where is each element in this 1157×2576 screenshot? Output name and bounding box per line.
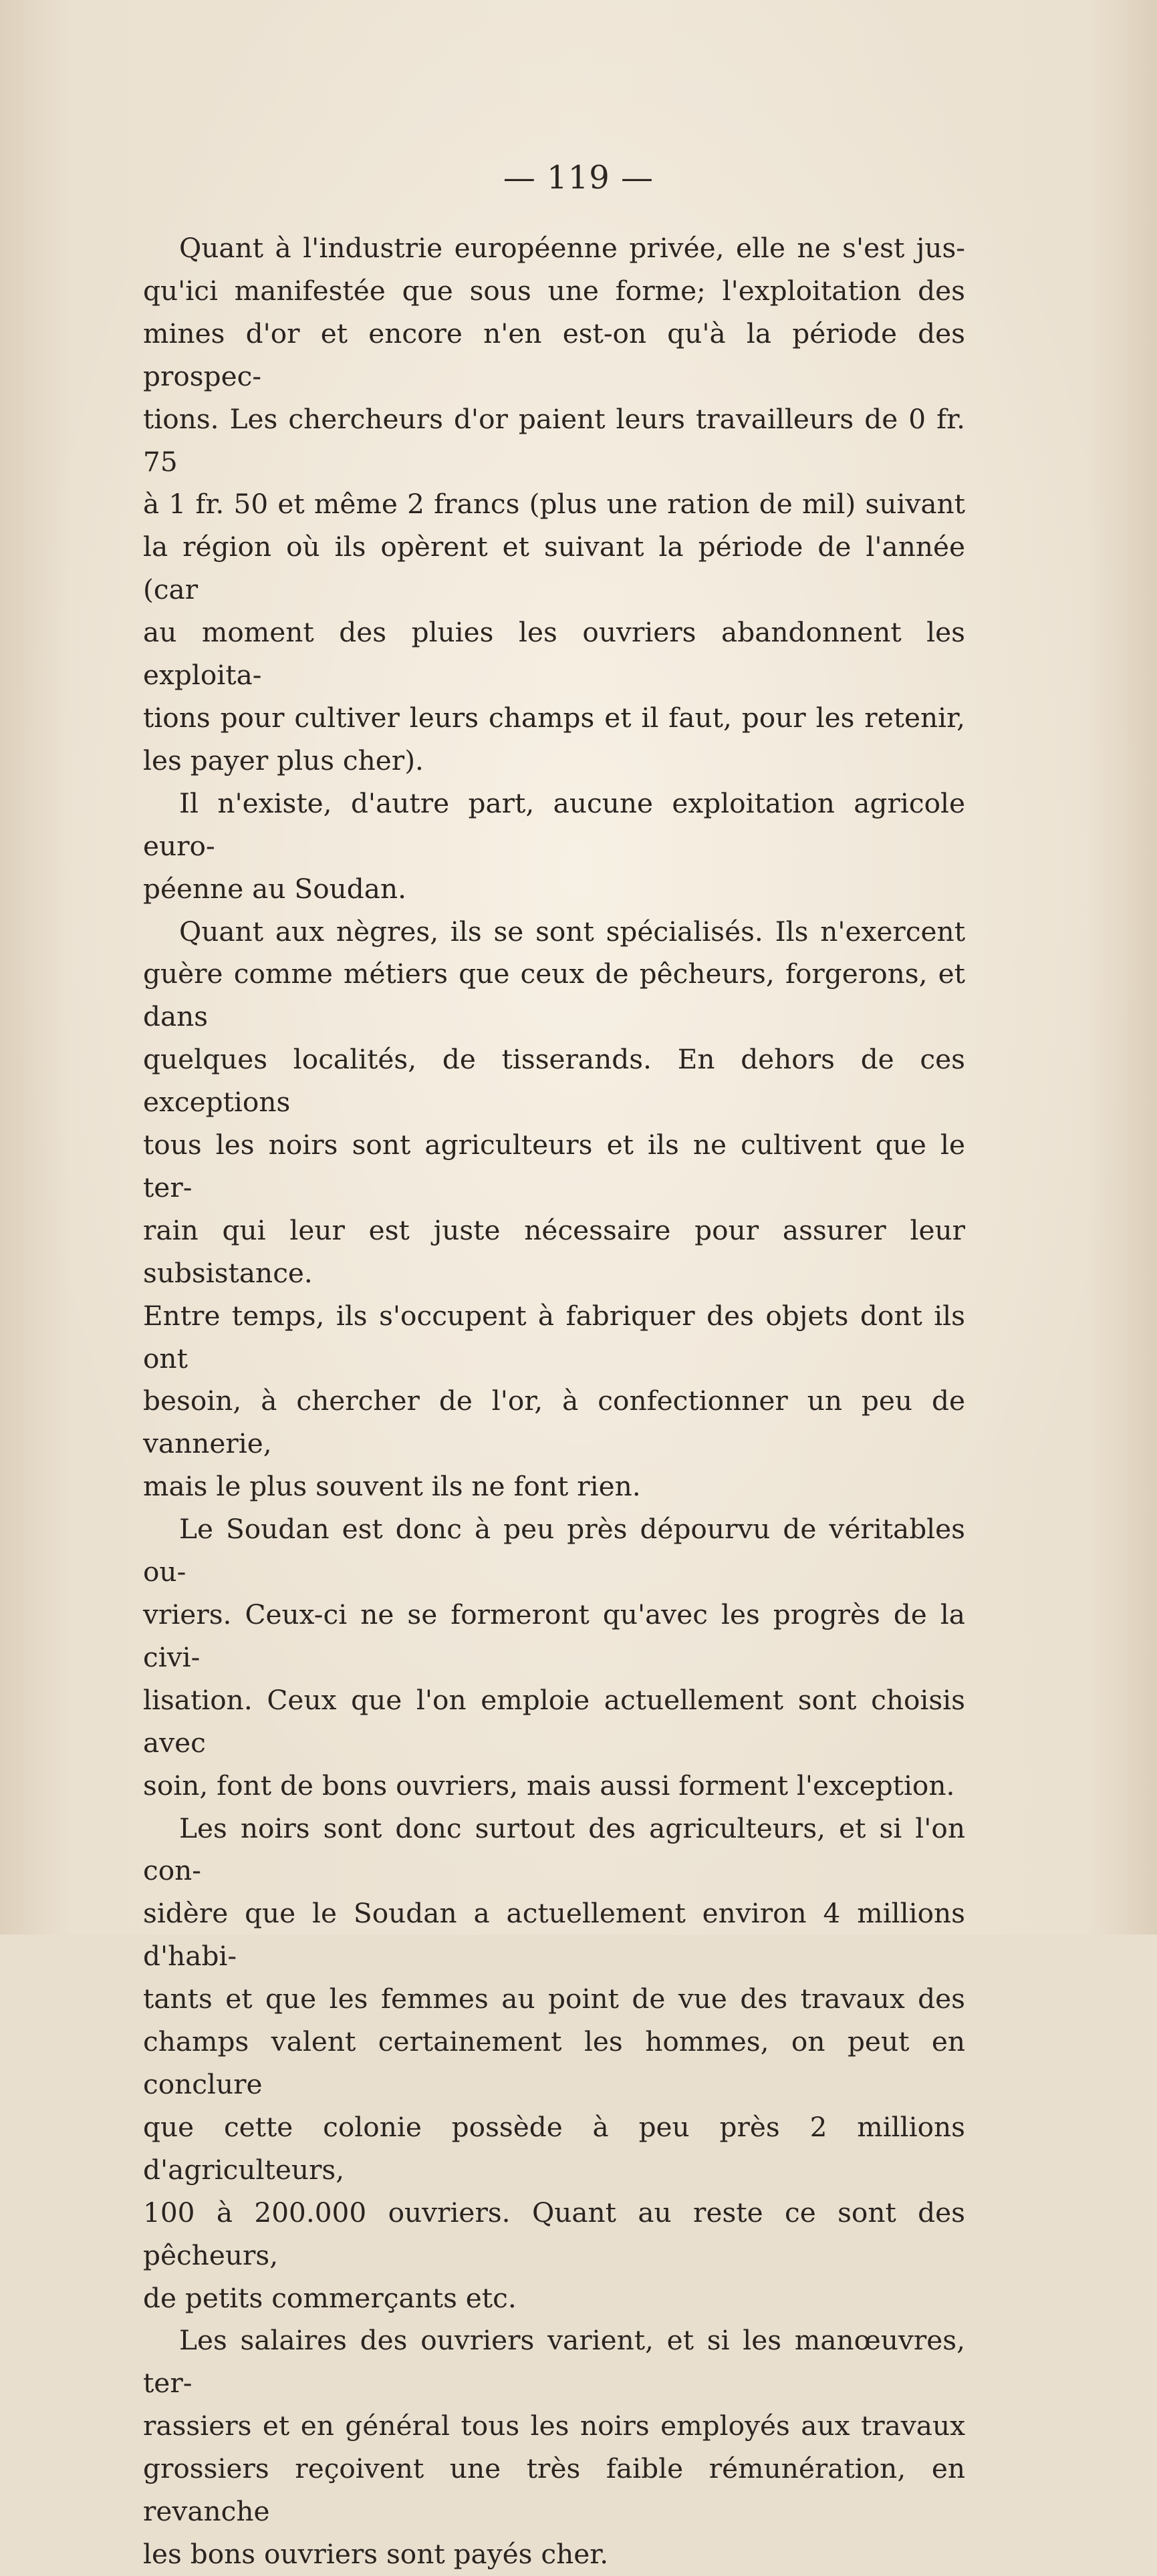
text-line: Entre temps, ils s'occupent à fabriquer des objets dont ils ont bbox=[143, 1299, 965, 1375]
text-line: tants et que les femmes au point de vue des travaux des bbox=[143, 1983, 965, 2015]
text-line: qu'ici manifestée que sous une forme; l'exploitation des bbox=[143, 274, 965, 307]
text-line: rassiers et en général tous les noirs employés aux travaux bbox=[143, 2410, 965, 2442]
text-line: quelques localités, de tisserands. En dehors de ces exceptions bbox=[143, 1043, 965, 1119]
text-line: Il n'existe, d'autre part, aucune exploitation agricole euro- bbox=[143, 786, 965, 862]
text-line: de petits commerçants etc. bbox=[143, 2281, 517, 2314]
text-line: 100 à 200.000 ouvriers. Quant au reste ce sont des pêcheurs, bbox=[143, 2196, 965, 2271]
page-number: — 119 — bbox=[503, 159, 654, 196]
text-line: guère comme métiers que ceux de pêcheurs, forgerons, et dans bbox=[143, 958, 965, 1033]
text-line: la région où ils opèrent et suivant la période de l'année (car bbox=[143, 531, 965, 606]
text-line: soin, font de bons ouvriers, mais aussi forment l'exception. bbox=[143, 1769, 955, 1802]
text-line: les bons ouvriers sont payés cher. bbox=[143, 2537, 609, 2570]
text-line: les payer plus cher). bbox=[143, 744, 424, 776]
text-line: à 1 fr. 50 et même 2 francs (plus une ration de mil) suivant bbox=[143, 488, 965, 521]
text-line: tions. Les chercheurs d'or paient leurs travailleurs de 0 fr. 75 bbox=[143, 402, 965, 478]
text-line: vriers. Ceux-ci ne se formeront qu'avec les progrès de la civi- bbox=[143, 1598, 965, 1673]
text-line: péenne au Soudan. bbox=[143, 872, 406, 905]
text-line: Le Soudan est donc à peu près dépourvu de véritables ou- bbox=[143, 1513, 965, 1588]
text-line: grossiers reçoivent une très faible rémunération, en revanche bbox=[143, 2452, 965, 2528]
text-line: Les salaires des ouvriers varient, et si les manœuvres, ter- bbox=[143, 2324, 965, 2400]
text-line: Les noirs sont donc surtout des agriculteurs, et si l'on con- bbox=[143, 1812, 965, 1887]
text-line: sidère que le Soudan a actuellement environ 4 millions d'habi- bbox=[143, 1897, 965, 1973]
text-line: mines d'or et encore n'en est-on qu'à la période des prospec- bbox=[143, 317, 965, 392]
text-line: Quant aux nègres, ils se sont spécialisés. Ils n'exercent bbox=[179, 915, 965, 948]
text-line: rain qui leur est juste nécessaire pour assurer leur subsistance. bbox=[143, 1213, 965, 1289]
text-line: champs valent certainement les hommes, on peut en conclure bbox=[143, 2025, 965, 2100]
text-line: tous les noirs sont agriculteurs et ils ne cultivent que le ter- bbox=[143, 1129, 965, 1203]
text-line: mais le plus souvent ils ne font rien. bbox=[143, 1470, 641, 1503]
body-text bbox=[143, 227, 965, 2576]
text-line: que cette colonie possède à peu près 2 millions d'agriculteurs, bbox=[143, 2110, 965, 2186]
text-line: au moment des pluies les ouvriers abandonnent les exploita- bbox=[143, 616, 965, 692]
text-line: Quant à l'industrie européenne privée, elle ne s'est jus- bbox=[179, 232, 965, 264]
text-line: tions pour cultiver leurs champs et il faut, pour les retenir, bbox=[143, 701, 965, 734]
text-line: lisation. Ceux que l'on emploie actuellement sont choisis avec bbox=[143, 1683, 965, 1759]
text-line: besoin, à chercher de l'or, à confectionner un peu de vannerie, bbox=[143, 1385, 965, 1460]
